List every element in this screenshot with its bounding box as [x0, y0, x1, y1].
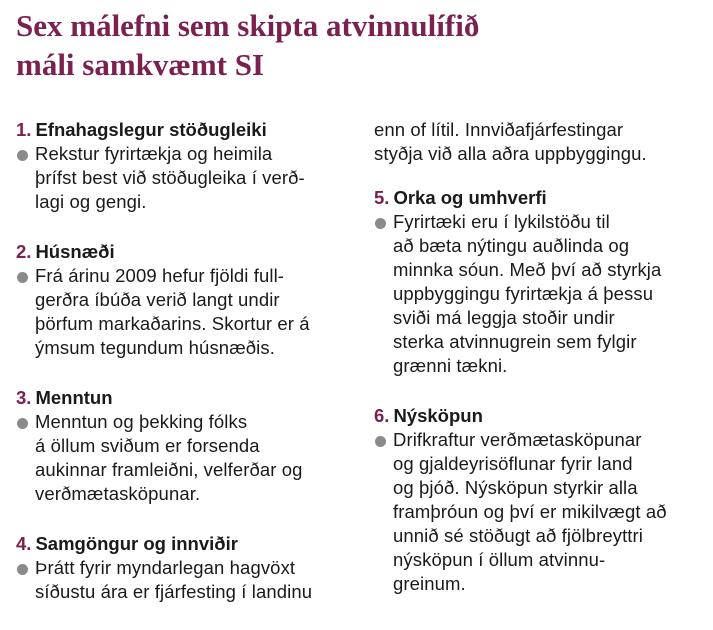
body-line: Þrátt fyrir myndarlegan hagvöxt [35, 557, 296, 578]
section-transport-infrastructure [16, 532, 371, 604]
bullet-icon [375, 436, 386, 447]
body-line: þrífst best við stöðugleika í verð- [35, 167, 305, 188]
body-line: sterka atvinnugrein sem fylgir [393, 331, 637, 352]
section-number: 6. [374, 405, 390, 426]
bullet-icon [17, 564, 28, 575]
section-heading [16, 386, 371, 410]
section-number: 3. [16, 387, 32, 408]
section-title: Samgöngur og innviðir [35, 533, 238, 554]
bullet-icon [17, 418, 28, 429]
section-education [16, 386, 371, 506]
section-body [16, 410, 371, 506]
body-line: nýsköpun í öllum atvinnu- [393, 549, 606, 570]
section-heading [16, 240, 371, 264]
section-body [16, 142, 371, 214]
section-title: Orka og umhverfi [393, 187, 547, 208]
body-line: og gjaldeyrisöflunar fyrir land [393, 453, 633, 474]
section-body [16, 556, 371, 604]
body-line: lagi og gengi. [35, 191, 147, 212]
body-line: uppbyggingu fyrirtækja á þessu [393, 283, 654, 304]
section-housing [16, 240, 371, 360]
body-line: ýmsum tegundum húsnæðis. [35, 337, 275, 358]
bullet-icon [17, 272, 28, 283]
title-line: máli samkvæmt SI [16, 47, 265, 82]
body-line: og þjóð. Nýsköpun styrkir alla [393, 477, 638, 498]
body-line: verðmætasköpunar. [35, 483, 201, 504]
body-line: Frá árinu 2009 hefur fjöldi full- [35, 265, 285, 286]
section-title: Húsnæði [35, 241, 115, 262]
body-line: á öllum sviðum er forsenda [35, 435, 260, 456]
section-transport-continued [374, 118, 704, 166]
section-number: 2. [16, 241, 32, 262]
section-heading [374, 404, 704, 428]
section-number: 5. [374, 187, 390, 208]
body-line: framþróun og því er mikilvægt að [393, 501, 667, 522]
section-heading [16, 118, 371, 142]
right-column [374, 118, 704, 622]
body-line: sviði má leggja stoðir undir [393, 307, 615, 328]
section-energy-environment [374, 186, 704, 378]
bullet-icon [375, 218, 386, 229]
section-body [374, 210, 704, 378]
section-title: Efnahagslegur stöðugleiki [35, 119, 267, 140]
body-line: unnið sé stöðugt að fjölbreyttri [393, 525, 644, 546]
body-line: grænni tækni. [393, 355, 508, 376]
body-line: gerðra íbúða verið langt undir [35, 289, 280, 310]
body-line: Menntun og þekking fólks [35, 411, 248, 432]
section-economic-stability [16, 118, 371, 214]
infographic-title [16, 6, 706, 84]
body-line: minnka sóun. Með því að styrkja [393, 259, 662, 280]
section-title: Menntun [35, 387, 113, 408]
body-line: aukinnar framleiðni, velferðar og [35, 459, 303, 480]
body-line: síðustu ára er fjárfesting í landinu [35, 581, 313, 602]
section-heading [374, 186, 704, 210]
body-line: að bæta nýtingu auðlinda og [393, 235, 630, 256]
body-line: Rekstur fyrirtækja og heimila [35, 143, 273, 164]
left-column [16, 118, 371, 630]
body-line: styðja við alla aðra uppbyggingu. [374, 143, 647, 164]
body-line: Drifkraftur verðmætasköpunar [393, 429, 642, 450]
section-innovation [374, 404, 704, 596]
section-body [16, 264, 371, 360]
section-title: Nýsköpun [393, 405, 483, 426]
body-line: þörfum markaðarins. Skortur er á [35, 313, 310, 334]
section-number: 4. [16, 533, 32, 554]
section-body [374, 428, 704, 596]
section-number: 1. [16, 119, 32, 140]
section-heading [16, 532, 371, 556]
body-line: enn of lítil. Innviðafjárfestingar [374, 119, 624, 140]
bullet-icon [17, 150, 28, 161]
body-line: greinum. [393, 573, 466, 594]
title-line: Sex málefni sem skipta atvinnulífið [16, 8, 480, 43]
body-line: Fyrirtæki eru í lykilstöðu til [393, 211, 610, 232]
